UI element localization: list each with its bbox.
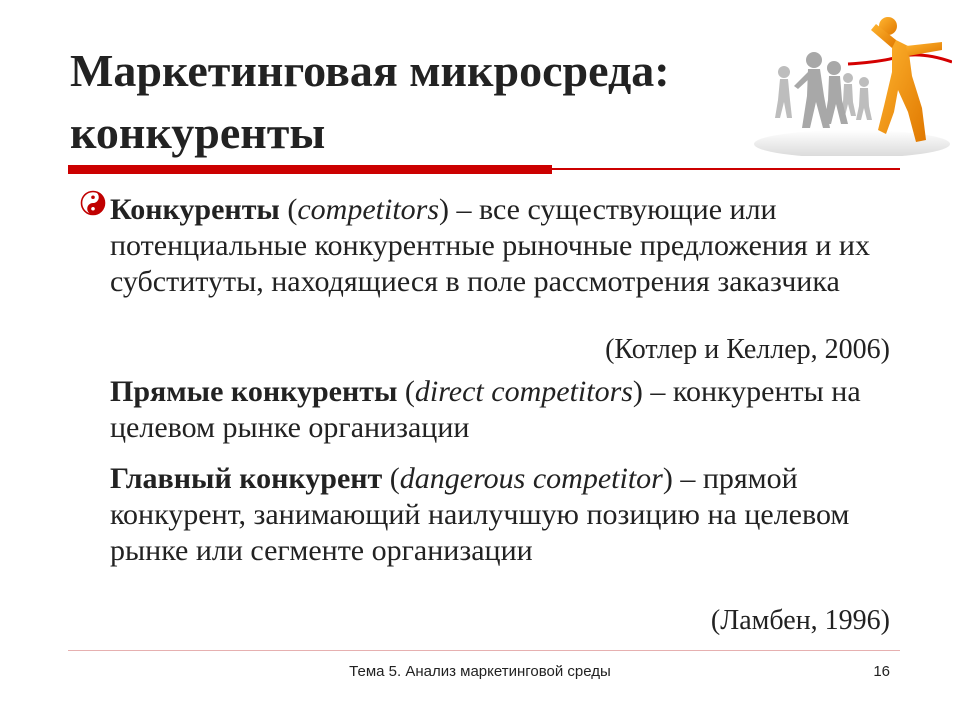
- footer-topic: Тема 5. Анализ маркетинговой среды: [349, 663, 611, 680]
- definition-competitors: Конкуренты (competitors) – все существующие или потенциальные конкурентные рыночные предложения и их субституты, находящиеся в поле рассмотрения заказчика: [110, 193, 870, 298]
- term-direct-competitors: Прямые конкуренты: [110, 375, 398, 408]
- slide-title-line1: Маркетинговая микросреда:: [70, 45, 670, 96]
- definition-direct-competitors: Прямые конкуренты (direct competitors) – конкуренты на целевом рынке организации: [110, 375, 861, 444]
- term-competitors-en: competitors: [297, 193, 440, 226]
- yin-yang-bullet-icon: [80, 190, 106, 216]
- footer-divider: [68, 650, 900, 651]
- runners-illustration: [752, 16, 952, 156]
- slide-title: [70, 40, 750, 164]
- term-main-competitor-en: dangerous competitor: [399, 462, 663, 495]
- page-number: 16: [873, 663, 890, 680]
- term-direct-competitors-en: direct competitors: [414, 375, 633, 408]
- slide-title-line2: конкуренты: [70, 107, 326, 158]
- term-competitors: Конкуренты: [110, 193, 280, 226]
- definition-main-competitor: Главный конкурент (dangerous competitor) – прямой конкурент, занимающий наилучшую позицию на целевом рынке или сегменте организации: [110, 462, 850, 567]
- definition-competitors-text: ) – все существующие или потенциальные конкурентные рыночные предложения и их субституты, находящиеся в поле рассмотрения заказчика: [110, 193, 870, 298]
- definition-main-competitor-text: ) – прямой конкурент, занимающий наилучшую позицию на целевом рынке или сегменте организации: [110, 462, 850, 567]
- title-underline-thin: [552, 168, 900, 170]
- citation-lambin: (Ламбен, 1996): [710, 605, 890, 636]
- definition-direct-competitors-text: ) – конкуренты на целевом рынке организации: [110, 375, 861, 444]
- citation-kotler: (Котлер и Келлер, 2006): [605, 334, 890, 365]
- term-main-competitor: Главный конкурент: [110, 462, 383, 495]
- title-underline-thick: [68, 165, 552, 174]
